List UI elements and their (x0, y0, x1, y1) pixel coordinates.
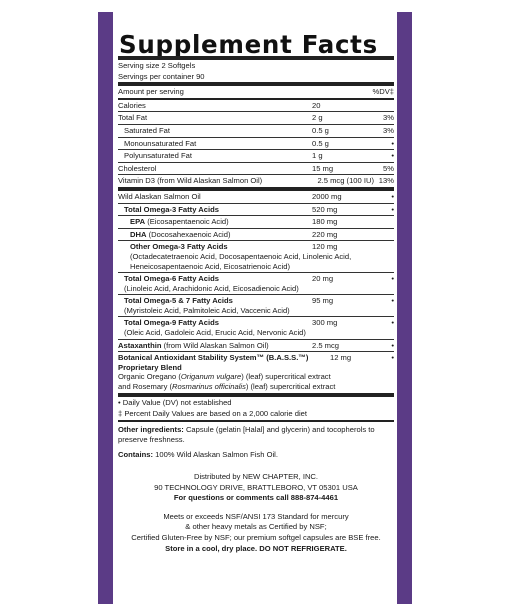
supplement-facts-title: Supplement Facts (119, 30, 378, 59)
questions-phone: For questions or comments call 888-874-4461 (173, 493, 339, 503)
row-omega9: Total Omega-9 Fatty Acids 300 mg • (Oleic Acid, Gadoleic Acid, Erucic Acid, Nervonic Acid) (118, 316, 394, 338)
row-bass: Botanical Antioxidant Stability System™ (B.A.S.S.™) 12 mg • Proprietary Blend Organic Oregano (Origanum vulgare) (leaf) supercritical extract and Rosemary (Rosmarinus officinalis) (leaf) supercritical extract (118, 353, 394, 392)
row-omega3: Total Omega-3 Fatty Acids 520 mg • (118, 203, 394, 216)
omega9-desc: (Oleic Acid, Gadoleic Acid, Erucic Acid, Nervonic Acid) (124, 328, 306, 338)
dv-header: %DV‡ (372, 87, 394, 97)
label-footer (118, 472, 394, 554)
proprietary-blend: Proprietary Blend (118, 362, 182, 372)
distributor-address: 90 TECHNOLOGY DRIVE, BRATTLEBORO, VT 05301 USA (154, 482, 358, 492)
row-poly-fat: Polyunsaturated Fat 1 g • (118, 149, 394, 162)
row-saturated-fat: Saturated Fat 0.5 g 3% (118, 124, 394, 137)
amount-per-serving: Amount per serving (118, 87, 184, 97)
other-omega3-desc: (Octadecatetraenoic Acid, Docosapentaenoic Acid, Linolenic Acid, Heneicosapentaenoic Acid, Eicosatrienoic Acid) (130, 251, 352, 271)
blend-rosemary: and Rosemary (Rosmarinus officinalis) (leaf) supercritical extract (118, 382, 336, 392)
row-omega6: Total Omega-6 Fatty Acids 20 mg • (Linoleic Acid, Arachidonic Acid, Eicosadienoic Acid) (118, 272, 394, 294)
row-dha: DHA (Docosahexaenoic Acid) 220 mg (118, 228, 394, 241)
note-dv-not-established: • Daily Value (DV) not established (118, 393, 394, 409)
row-epa: EPA (Eicosapentaenoic Acid) 180 mg (118, 215, 394, 228)
other-ingredients: Other ingredients: Capsule (gelatin [Halal] and glycerin) and tocopherols to preserve freshness. (118, 420, 394, 447)
servings-per-container: Servings per container 90 (118, 71, 205, 81)
distributed-by: Distributed by NEW CHAPTER, INC. (193, 472, 319, 481)
distributor-block (118, 472, 394, 504)
storage-instructions: Store in a cool, dry place. DO NOT REFRIGERATE. (165, 543, 347, 553)
serving-size: Serving size 2 Softgels (118, 56, 394, 72)
facts-table (118, 56, 394, 460)
amount-header (118, 82, 394, 98)
row-salmon-oil: Wild Alaskan Salmon Oil 2000 mg • (118, 187, 394, 203)
omega57-desc: (Myristoleic Acid, Palmitoleic Acid, Vaccenic Acid) (124, 305, 290, 315)
row-total-fat: Total Fat 2 g 3% (118, 113, 394, 123)
row-omega57: Total Omega-5 & 7 Fatty Acids 95 mg • (Myristoleic Acid, Palmitoleic Acid, Vaccenic Acid) (118, 294, 394, 316)
row-calories: Calories 20 (118, 98, 394, 112)
row-mono-fat: Monounsaturated Fat 0.5 g • (118, 137, 394, 150)
row-other-omega3: Other Omega-3 Fatty Acids 120 mg (Octadecatetraenoic Acid, Docosapentaenoic Acid, Linolenic Acid, Heneicosapentaenoic Acid, Eicosatrienoic Acid) (118, 240, 394, 272)
omega6-desc: (Linoleic Acid, Arachidonic Acid, Eicosadienoic Acid) (124, 283, 299, 293)
row-astaxanthin: Astaxanthin (from Wild Alaskan Salmon Oil) 2.5 mcg • (118, 340, 394, 350)
certification-block: Meets or exceeds NSF/ANSI 173 Standard for mercury & other heavy metals as Certified by NSF; Certified Gluten-Free by NSF; our premium softgel capsules are BSE free. Store in a cool, dry place. DO NOT REFRIGERATE. (118, 512, 394, 554)
row-vitamin-d3: Vitamin D3 (from Wild Alaskan Salmon Oil) 2.5 mcg (100 IU) 13% (118, 176, 394, 186)
note-percent-dv: ‡ Percent Daily Values are based on a 2,000 calorie diet (118, 409, 307, 419)
contains: Contains: 100% Wild Alaskan Salmon Fish Oil. (118, 449, 278, 459)
blend-oregano: Organic Oregano (Origanum vulgare) (leaf) supercritical extract (118, 372, 331, 382)
row-cholesterol: Cholesterol 15 mg 5% (118, 163, 394, 173)
